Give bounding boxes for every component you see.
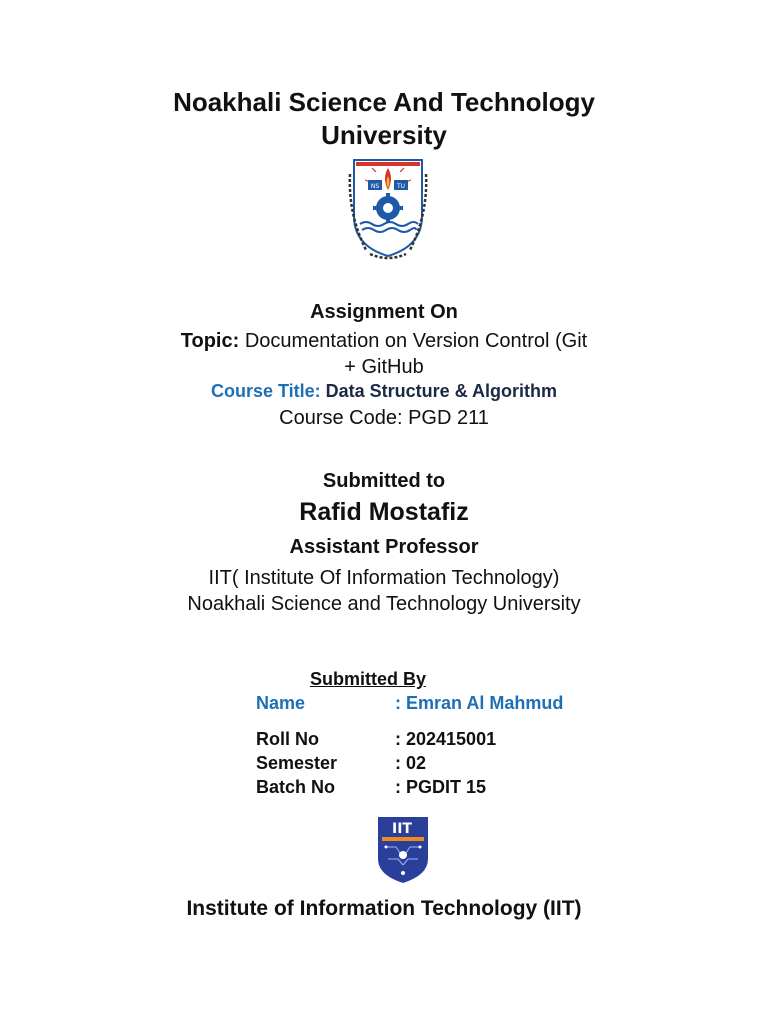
submitted-to-heading: Submitted to xyxy=(322,470,446,492)
course-code: Course Code: PGD 211 xyxy=(279,407,489,429)
assignment-topic xyxy=(0,328,768,380)
professor-name: Rafid Mostafiz xyxy=(299,498,469,526)
semester-value: : 02 xyxy=(395,753,427,773)
university-line: Noakhali Science and Technology University xyxy=(187,593,581,615)
assignment-heading: Assignment On xyxy=(310,301,458,323)
nstu-logo-ns: NS xyxy=(370,183,380,190)
iit-logo-text: IIT xyxy=(392,821,412,837)
footer-institute: Institute of Information Technology (IIT) xyxy=(186,897,582,920)
iit-logo-icon xyxy=(376,815,430,885)
roll-no-label: Roll No xyxy=(256,729,319,749)
batch-no-value: : PGDIT 15 xyxy=(395,777,487,797)
course-title xyxy=(0,379,768,403)
course-title-value: Data Structure & Algorithm xyxy=(320,381,558,401)
university-title xyxy=(0,86,768,152)
topic-line2: + GitHub xyxy=(344,356,424,378)
topic-label: Topic: xyxy=(180,330,240,352)
institute-line: IIT( Institute Of Information Technology) xyxy=(208,567,560,589)
university-title-line2: University xyxy=(321,120,447,150)
roll-no-value: : 202415001 xyxy=(395,729,497,749)
professor-designation: Assistant Professor xyxy=(289,536,479,558)
topic-line1: Documentation on Version Control (Git xyxy=(239,330,588,352)
batch-no-label: Batch No xyxy=(256,777,336,797)
student-name-value: : Emran Al Mahmud xyxy=(395,693,564,713)
nstu-logo-tu: TU xyxy=(396,183,406,190)
student-name-label: Name xyxy=(256,693,306,713)
course-title-label: Course Title: xyxy=(210,381,321,401)
university-title-line1: Noakhali Science And Technology xyxy=(173,87,595,117)
submitted-by-heading: Submitted By xyxy=(310,669,427,689)
nstu-logo-icon xyxy=(346,154,430,260)
semester-label: Semester xyxy=(256,753,338,773)
